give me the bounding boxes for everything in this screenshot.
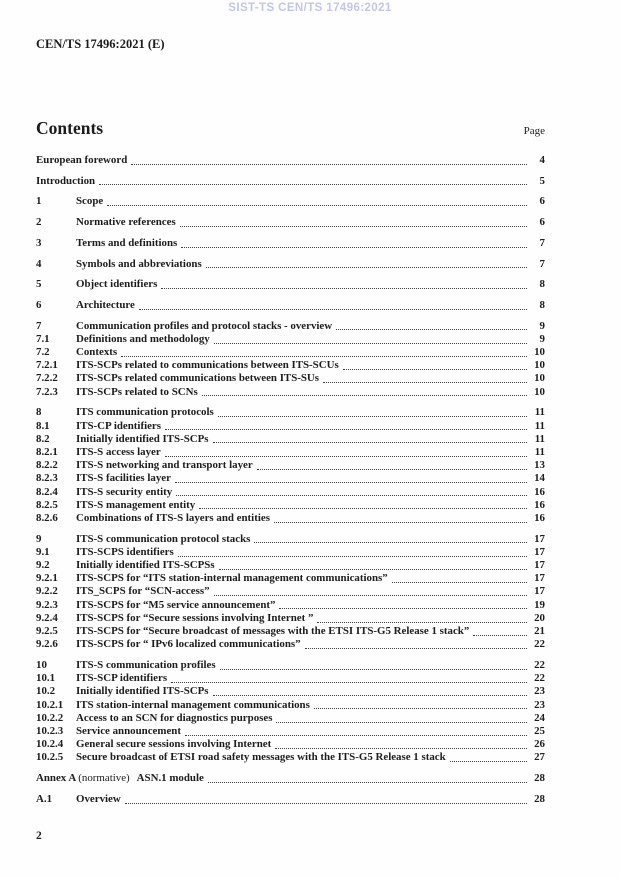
dotted-leader: [175, 482, 527, 483]
dotted-leader: [171, 682, 527, 683]
toc-group: [36, 320, 545, 399]
toc-entry: [36, 406, 545, 419]
toc-entry: [36, 499, 545, 512]
toc-entry-title: ITS-SCPs related to communications between ITS-SCUs: [76, 359, 339, 372]
dotted-leader: [219, 569, 527, 570]
toc-entry-title: ITS-SCPS for “ IPv6 localized communications”: [76, 638, 301, 651]
toc-entry: [36, 299, 545, 312]
toc-entry-number: 8.2.6: [36, 511, 58, 524]
toc-entry: [36, 612, 545, 625]
toc-entry-number: 10.1: [36, 672, 56, 685]
toc-entry-title: Combinations of ITS-S layers and entities: [76, 511, 270, 524]
toc-entry: [36, 386, 545, 399]
toc-entry-page: 9: [539, 319, 545, 332]
toc-entry: [36, 216, 545, 229]
toc-entry: [36, 346, 545, 359]
dotted-leader: [176, 495, 527, 496]
toc-entry: [36, 793, 545, 806]
toc-entry-number: 10.2.2: [36, 711, 64, 724]
toc-entry-page: 13: [534, 459, 545, 472]
toc-entry-title: Definitions and methodology: [76, 332, 210, 345]
toc-entry: [36, 459, 545, 472]
toc-entry-number: 8.2: [36, 432, 50, 445]
toc-entry-title: Object identifiers: [76, 278, 158, 291]
toc-entry-annex-prefix: Annex A: [36, 772, 77, 785]
toc-group: [36, 258, 545, 271]
toc-entry-number: 6: [36, 298, 42, 311]
toc-group: [36, 237, 545, 250]
dotted-leader: [178, 556, 527, 557]
toc-entry: [36, 725, 545, 738]
toc-entry: [36, 175, 545, 188]
toc-entry-page: 6: [539, 195, 545, 208]
toc-entry-number: 9.2.5: [36, 625, 58, 638]
toc-entry-title: General secure sessions involving Internet: [76, 738, 272, 751]
toc-entry-number: 3: [36, 236, 42, 249]
toc-entry-number: 10.2: [36, 685, 56, 698]
toc-entry-title: Service announcement: [76, 725, 181, 738]
toc-entry-title: Contexts: [76, 346, 118, 359]
dotted-leader: [125, 803, 527, 804]
toc-entry-page: 16: [534, 511, 545, 524]
toc-entry: [36, 599, 545, 612]
toc-entry-page: 23: [534, 685, 545, 698]
toc-entry: [36, 659, 545, 672]
toc-entry-number: 10.2.1: [36, 698, 64, 711]
toc-entry-page: 16: [534, 498, 545, 511]
dotted-leader: [199, 508, 527, 509]
toc-entry: [36, 546, 545, 559]
toc-entry-page: 20: [534, 611, 545, 624]
toc-entry-page: 9: [539, 332, 545, 345]
toc-group: [36, 406, 545, 525]
dotted-leader: [336, 329, 527, 330]
dotted-leader: [214, 343, 527, 344]
dotted-leader: [181, 247, 527, 248]
toc-entry-title: ITS communication protocols: [76, 406, 214, 419]
toc-entry-page: 22: [534, 672, 545, 685]
toc-entry-title: Initially identified ITS-SCPs: [76, 432, 209, 445]
toc-entry-number: 8.2.5: [36, 498, 58, 511]
toc-entry-page: 28: [534, 772, 545, 785]
toc-entry-title: ITS-S access layer: [76, 445, 161, 458]
dotted-leader: [279, 608, 527, 609]
toc-entry-page: 23: [534, 698, 545, 711]
dotted-leader: [107, 205, 527, 206]
toc-entry-title: ITS-SCPs related communications between ITS-SUs: [76, 372, 320, 385]
contents-header: [36, 118, 545, 139]
toc-entry: [36, 333, 545, 346]
toc-entry-title: Initially identified ITS-SCPs: [76, 685, 209, 698]
toc-entry-title: ITS-SCPS identifiers: [76, 545, 174, 558]
toc-entry-number: 2: [36, 216, 42, 229]
toc-entry-page: 5: [539, 174, 545, 187]
document-reference: CEN/TS 17496:2021 (E): [36, 37, 165, 51]
watermark-text: SIST-TS CEN/TS 17496:2021: [228, 2, 392, 14]
toc-entry-number: 9.2.3: [36, 598, 58, 611]
toc-entry-page: 10: [534, 346, 545, 359]
dotted-leader: [214, 595, 527, 596]
dotted-leader: [131, 164, 527, 165]
dotted-leader: [274, 522, 527, 523]
toc-entry-page: 7: [539, 257, 545, 270]
toc-entry-page: 17: [534, 545, 545, 558]
toc-entry: [36, 359, 545, 372]
toc-entry-number: 9.2.2: [36, 585, 58, 598]
dotted-leader: [450, 761, 527, 762]
toc-entry: [36, 738, 545, 751]
toc-entry-title: ITS station-internal management communications: [76, 698, 310, 711]
toc-entry-number: 9: [36, 532, 42, 545]
toc-entry-page: 11: [534, 432, 545, 445]
toc-entry-number: 7.2.3: [36, 385, 58, 398]
toc-entry-page: 25: [534, 725, 545, 738]
dotted-leader: [220, 669, 527, 670]
dotted-leader: [213, 442, 527, 443]
toc-entry-number: 10.2.4: [36, 738, 64, 751]
toc-entry-page: 16: [534, 485, 545, 498]
table-of-contents: [36, 154, 545, 806]
toc-entry-title: ITS-S security entity: [76, 485, 173, 498]
page-column-label: Page: [523, 125, 545, 137]
toc-entry-title: ASN.1 module: [136, 772, 204, 785]
toc-entry-number: 8.2.3: [36, 472, 58, 485]
toc-entry-number: 8.2.4: [36, 485, 58, 498]
toc-entry-number: 7.1: [36, 332, 50, 345]
toc-entry-annex-qualifier: (normative): [78, 772, 130, 785]
dotted-leader: [206, 267, 527, 268]
toc-entry: [36, 486, 545, 499]
dotted-leader: [208, 782, 527, 783]
toc-entry-title: Introduction: [36, 174, 96, 187]
toc-entry: [36, 638, 545, 651]
toc-entry-title: Terms and definitions: [76, 236, 178, 249]
toc-entry-title: ITS-S communication profiles: [76, 659, 216, 671]
toc-entry-title: ITS-SCPs related to SCNs: [76, 385, 198, 398]
dotted-leader: [165, 456, 527, 457]
toc-entry: [36, 278, 545, 291]
toc-entry-title: ITS-S networking and transport layer: [76, 459, 253, 472]
toc-entry: [36, 572, 545, 585]
toc-entry-page: 10: [534, 372, 545, 385]
dotted-leader: [323, 382, 527, 383]
toc-entry-number: 1: [36, 195, 42, 208]
toc-entry-page: 17: [534, 585, 545, 598]
toc-entry: [36, 672, 545, 685]
toc-entry: [36, 533, 545, 546]
toc-group: [36, 659, 545, 765]
toc-entry-number: 9.2.1: [36, 572, 58, 585]
toc-entry-number: 7.2.2: [36, 372, 58, 385]
toc-entry: [36, 420, 545, 433]
toc-entry: [36, 154, 545, 167]
toc-entry: [36, 372, 545, 385]
toc-entry-title: Secure broadcast of ETSI road safety messages with the ITS-G5 Release 1 stack: [76, 751, 446, 764]
toc-entry-title: Scope: [76, 195, 104, 208]
toc-group: [36, 533, 545, 652]
dotted-leader: [99, 184, 527, 185]
toc-entry-page: 21: [534, 625, 545, 638]
toc-entry: [36, 585, 545, 598]
toc-entry: [36, 751, 545, 764]
toc-entry: [36, 320, 545, 333]
toc-entry: [36, 433, 545, 446]
page-number: 2: [36, 830, 42, 842]
toc-entry-title: Initially identified ITS-SCPSs: [76, 559, 215, 572]
contents-title: Contents: [36, 118, 104, 138]
toc-entry-page: 4: [539, 154, 545, 166]
toc-entry-title: ITS-SCPS for “Secure sessions involving Internet ”: [76, 611, 314, 624]
toc-entry-page: 10: [534, 359, 545, 372]
toc-entry-page: 14: [534, 472, 545, 485]
toc-entry-page: 11: [534, 406, 545, 419]
toc-entry-title: European foreword: [36, 154, 128, 166]
toc-entry-number: 8.2.2: [36, 459, 58, 472]
dotted-leader: [392, 582, 527, 583]
toc-entry: [36, 512, 545, 525]
toc-entry-title: ITS-SCPS for “Secure broadcast of messages with the ETSI ITS-G5 Release 1 stack”: [76, 625, 470, 638]
dotted-leader: [257, 469, 527, 470]
toc-entry-page: 7: [539, 236, 545, 249]
toc-entry-number: 7.2.1: [36, 359, 58, 372]
toc-entry-title: ITS_SCPS for “SCN-access”: [76, 585, 210, 598]
toc-entry-page: 28: [534, 792, 545, 805]
toc-entry-number: 8.2.1: [36, 445, 58, 458]
dotted-leader: [213, 695, 527, 696]
toc-entry-page: 27: [534, 751, 545, 764]
toc-entry-number: 8.1: [36, 419, 50, 432]
dotted-leader: [343, 369, 527, 370]
toc-entry-title: ITS-CP identifiers: [76, 419, 162, 432]
toc-group: [36, 216, 545, 229]
toc-group: [36, 175, 545, 188]
toc-entry-number: 7: [36, 319, 42, 332]
dotted-leader: [317, 622, 527, 623]
toc-entry-title: ITS-S management entity: [76, 498, 196, 511]
toc-entry-title: ITS-S facilities layer: [76, 472, 171, 485]
toc-entry-title: ITS-SCPS for “ITS station-internal management communications”: [76, 572, 388, 585]
toc-group: [36, 278, 545, 291]
dotted-leader: [218, 416, 527, 417]
toc-entry: [36, 446, 545, 459]
toc-entry-number: 9.1: [36, 545, 50, 558]
dotted-leader: [185, 735, 527, 736]
dotted-leader: [180, 226, 527, 227]
toc-entry-title: ITS-S communication protocol stacks: [76, 532, 251, 545]
dotted-leader: [473, 635, 527, 636]
dotted-leader: [305, 648, 527, 649]
toc-entry-title: Overview: [76, 792, 121, 805]
dotted-leader: [139, 309, 527, 310]
toc-entry-number: 5: [36, 278, 42, 291]
toc-group: [36, 793, 545, 806]
toc-entry-page: 17: [534, 559, 545, 572]
toc-entry-number: 7.2: [36, 346, 50, 359]
toc-entry-title: Normative references: [76, 216, 176, 229]
toc-group: [36, 772, 545, 785]
toc-entry-page: 19: [534, 598, 545, 611]
toc-entry-number: 10.2.3: [36, 725, 64, 738]
toc-entry-number: 4: [36, 257, 42, 270]
toc-group: [36, 195, 545, 208]
toc-entry: [36, 699, 545, 712]
toc-entry-number: 9.2: [36, 559, 50, 572]
toc-entry: [36, 685, 545, 698]
dotted-leader: [202, 395, 527, 396]
toc-entry-number: 8: [36, 406, 42, 419]
toc-entry: [36, 712, 545, 725]
dotted-leader: [161, 288, 527, 289]
toc-entry-page: 17: [534, 572, 545, 585]
dotted-leader: [314, 708, 527, 709]
toc-entry-page: 6: [539, 216, 545, 229]
toc-entry-number: 10.2.5: [36, 751, 64, 764]
dotted-leader: [276, 722, 527, 723]
toc-entry-title: Symbols and abbreviations: [76, 257, 202, 270]
toc-entry-page: 17: [534, 532, 545, 545]
toc-entry: [36, 559, 545, 572]
toc-entry-number: A.1: [36, 792, 53, 805]
toc-entry-title: Access to an SCN for diagnostics purposes: [76, 711, 273, 724]
dotted-leader: [275, 748, 527, 749]
toc-entry-page: 24: [534, 711, 545, 724]
toc-entry-title: ITS-SCP identifiers: [76, 672, 168, 685]
toc-entry: [36, 772, 545, 785]
toc-entry-page: 26: [534, 738, 545, 751]
toc-entry-page: 8: [539, 298, 545, 311]
toc-entry: [36, 258, 545, 271]
toc-entry-title: ITS-SCPS for “M5 service announcement”: [76, 598, 276, 611]
toc-entry-title: Architecture: [76, 298, 135, 311]
toc-entry: [36, 195, 545, 208]
toc-entry-page: 11: [534, 445, 545, 458]
toc-entry-page: 10: [534, 385, 545, 398]
dotted-leader: [121, 356, 527, 357]
toc-entry: [36, 625, 545, 638]
toc-entry-page: 11: [534, 419, 545, 432]
toc-entry-page: 22: [534, 638, 545, 651]
toc-entry-number: 9.2.4: [36, 611, 58, 624]
toc-entry-number: 10: [36, 659, 47, 671]
dotted-leader: [165, 429, 527, 430]
toc-group: [36, 154, 545, 167]
toc-entry-title: Communication profiles and protocol stacks - overview: [76, 319, 333, 332]
toc-entry-page: 8: [539, 278, 545, 291]
toc-entry-page: 22: [534, 659, 545, 671]
toc-group: [36, 299, 545, 312]
dotted-leader: [254, 542, 527, 543]
toc-entry: [36, 472, 545, 485]
toc-entry: [36, 237, 545, 250]
toc-entry-number: 9.2.6: [36, 638, 58, 651]
